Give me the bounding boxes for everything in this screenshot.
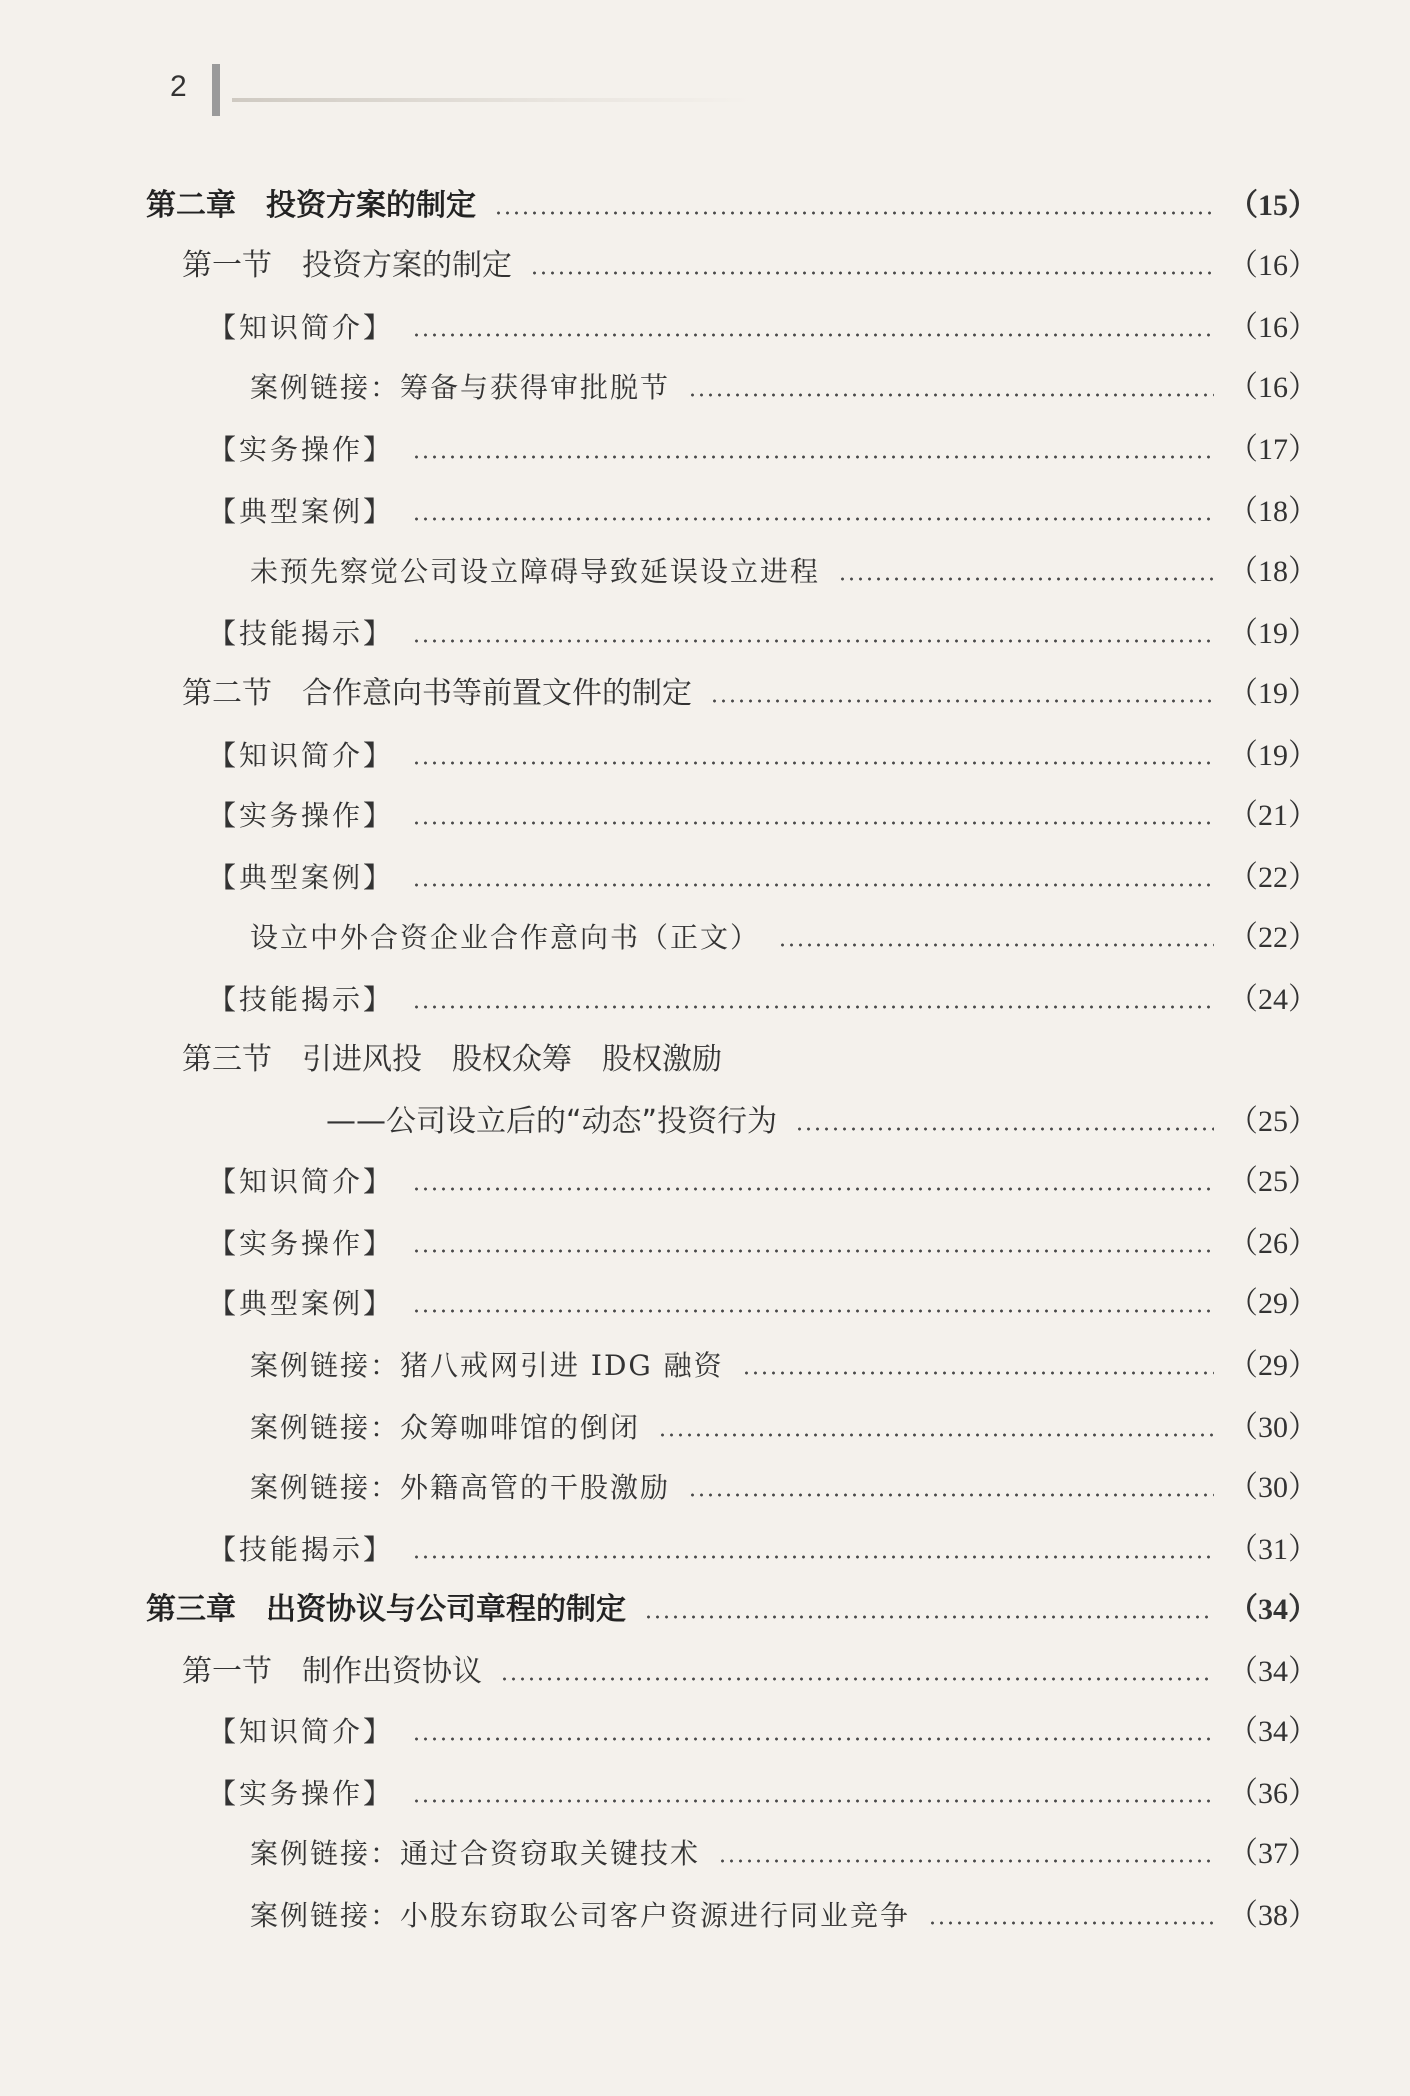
toc-entry-marker[interactable]: [208, 424, 1318, 470]
toc-entry-page: （29）: [1228, 1349, 1318, 1382]
toc-entry-page: （34）: [1228, 1715, 1318, 1748]
toc-entry-title: ——公司设立后的“动态”投资行为: [326, 1104, 778, 1139]
dot-leader: [710, 699, 1214, 703]
toc-entry-case[interactable]: [250, 1402, 1318, 1448]
toc-entry-case[interactable]: [250, 1340, 1318, 1386]
dot-leader: [412, 517, 1214, 521]
dot-leader: [412, 761, 1214, 765]
toc-entry-title: 设立中外合资企业合作意向书（正文）: [250, 921, 761, 954]
toc-entry-marker[interactable]: [208, 1218, 1318, 1264]
toc-entry-title: 案例链接：小股东窃取公司客户资源进行同业竞争: [250, 1899, 911, 1932]
dot-leader: [412, 1555, 1214, 1559]
toc-entry-case[interactable]: [250, 1828, 1318, 1874]
toc-entry-page: （30）: [1228, 1471, 1318, 1504]
toc-entry-case[interactable]: [250, 362, 1318, 408]
toc-entry-page: （29）: [1228, 1287, 1318, 1320]
toc-entry-chapter[interactable]: [146, 1584, 1318, 1630]
toc-entry-title: 案例链接：外籍高管的干股激励: [250, 1471, 671, 1504]
dot-leader: [778, 943, 1214, 947]
dot-leader: [500, 1677, 1214, 1681]
toc-entry-title: 案例链接：猪八戒网引进 IDG 融资: [250, 1349, 724, 1382]
dot-leader: [928, 1921, 1214, 1925]
toc-entry-section[interactable]: [182, 1646, 1318, 1692]
toc-entry-page: （34）: [1228, 1593, 1318, 1626]
dot-leader: [688, 1493, 1214, 1497]
toc-entry-marker[interactable]: [208, 790, 1318, 836]
dot-leader: [412, 455, 1214, 459]
toc-entry-title: 未预先察觉公司设立障碍导致延误设立进程: [250, 555, 821, 588]
toc-entry-section[interactable]: [182, 1034, 1318, 1080]
toc-entry-page: （22）: [1228, 921, 1318, 954]
dot-leader: [658, 1433, 1214, 1437]
toc-entry-marker[interactable]: [208, 974, 1318, 1020]
dot-leader: [412, 1309, 1214, 1313]
toc-entry-marker[interactable]: [208, 608, 1318, 654]
toc-entry-title: 【知识简介】: [208, 739, 395, 772]
toc-entry-title: 第三节 引进风投 股权众筹 股权激励: [182, 1042, 722, 1077]
toc-entry-title: 【知识简介】: [208, 1715, 395, 1748]
toc-entry-case[interactable]: [250, 1462, 1318, 1508]
dot-leader: [412, 1737, 1214, 1741]
toc-entry-title: 第一节 制作出资协议: [182, 1654, 482, 1689]
toc-entry-title: 【技能揭示】: [208, 617, 395, 650]
toc-entry-page: （31）: [1228, 1533, 1318, 1566]
page-number: 2: [170, 70, 187, 103]
dot-leader: [494, 211, 1214, 215]
toc-entry-chapter[interactable]: [146, 180, 1318, 226]
toc-entry-page: （26）: [1228, 1227, 1318, 1260]
dot-leader: [412, 1249, 1214, 1253]
dot-leader: [644, 1615, 1214, 1619]
toc-entry-section[interactable]: [182, 240, 1318, 286]
dot-leader: [530, 271, 1214, 275]
dot-leader: [742, 1371, 1214, 1375]
toc-entry-page: （19）: [1228, 677, 1318, 710]
dot-leader: [412, 1187, 1214, 1191]
toc-entry-title: 【技能揭示】: [208, 983, 395, 1016]
toc-entry-section[interactable]: [182, 668, 1318, 714]
toc-entry-title: 第二章 投资方案的制定: [146, 188, 476, 223]
toc-entry-marker[interactable]: [208, 1524, 1318, 1570]
toc-entry-case[interactable]: [250, 1890, 1318, 1936]
toc-entry-page: （19）: [1228, 739, 1318, 772]
toc-entry-title: 【知识简介】: [208, 1165, 395, 1198]
dot-leader: [412, 821, 1214, 825]
dot-leader: [412, 333, 1214, 337]
toc-entry-page: （16）: [1228, 249, 1318, 282]
toc-entry-title: 案例链接：众筹咖啡馆的倒闭: [250, 1411, 641, 1444]
toc-entry-marker[interactable]: [208, 486, 1318, 532]
toc-entry-title: 【实务操作】: [208, 799, 395, 832]
toc-entry-marker[interactable]: [208, 1278, 1318, 1324]
toc-entry-page: （15）: [1228, 189, 1318, 222]
toc-entry-case[interactable]: [250, 912, 1318, 958]
toc-entry-marker[interactable]: [208, 302, 1318, 348]
dot-leader: [688, 393, 1214, 397]
toc-entry-title: 案例链接：通过合资窃取关键技术: [250, 1837, 701, 1870]
toc-entry-title: 案例链接：筹备与获得审批脱节: [250, 371, 671, 404]
toc-entry-title: 【实务操作】: [208, 1777, 395, 1810]
toc-entry-subtitle[interactable]: [326, 1096, 1318, 1142]
toc-entry-page: （30）: [1228, 1411, 1318, 1444]
dot-leader: [412, 1005, 1214, 1009]
toc-entry-case[interactable]: [250, 546, 1318, 592]
toc-entry-marker[interactable]: [208, 1156, 1318, 1202]
toc-entry-marker[interactable]: [208, 852, 1318, 898]
toc-entry-title: 第三章 出资协议与公司章程的制定: [146, 1592, 626, 1627]
toc-entry-page: （24）: [1228, 983, 1318, 1016]
toc-entry-title: 【知识简介】: [208, 311, 395, 344]
toc-entry-marker[interactable]: [208, 730, 1318, 776]
toc-entry-page: （16）: [1228, 311, 1318, 344]
toc-entry-marker[interactable]: [208, 1768, 1318, 1814]
toc-entry-page: （17）: [1228, 433, 1318, 466]
toc-entry-title: 【技能揭示】: [208, 1533, 395, 1566]
toc-entry-title: 第一节 投资方案的制定: [182, 248, 512, 283]
toc-entry-page: （25）: [1228, 1165, 1318, 1198]
toc-entry-title: 【典型案例】: [208, 861, 395, 894]
toc-entry-page: （34）: [1228, 1655, 1318, 1688]
toc-entry-page: （36）: [1228, 1777, 1318, 1810]
dot-leader: [412, 1799, 1214, 1803]
toc-entry-title: 【典型案例】: [208, 495, 395, 528]
toc-entry-marker[interactable]: [208, 1706, 1318, 1752]
toc-entry-page: （21）: [1228, 799, 1318, 832]
dot-leader: [412, 639, 1214, 643]
toc-entry-page: （22）: [1228, 861, 1318, 894]
toc-entry-page: （37）: [1228, 1837, 1318, 1870]
toc-entry-page: （25）: [1228, 1105, 1318, 1138]
toc-entry-page: （18）: [1228, 495, 1318, 528]
toc-entry-page: （16）: [1228, 371, 1318, 404]
dot-leader: [412, 883, 1214, 887]
toc-entry-title: 【典型案例】: [208, 1287, 395, 1320]
dot-leader: [795, 1127, 1214, 1131]
toc-entry-page: （38）: [1228, 1899, 1318, 1932]
toc-entry-title: 【实务操作】: [208, 1227, 395, 1260]
toc-entry-page: （18）: [1228, 555, 1318, 588]
dot-leader: [718, 1859, 1214, 1863]
toc-entry-title: 第二节 合作意向书等前置文件的制定: [182, 676, 692, 711]
toc-entry-page: （19）: [1228, 617, 1318, 650]
dot-leader: [838, 577, 1214, 581]
toc-entry-title: 【实务操作】: [208, 433, 395, 466]
